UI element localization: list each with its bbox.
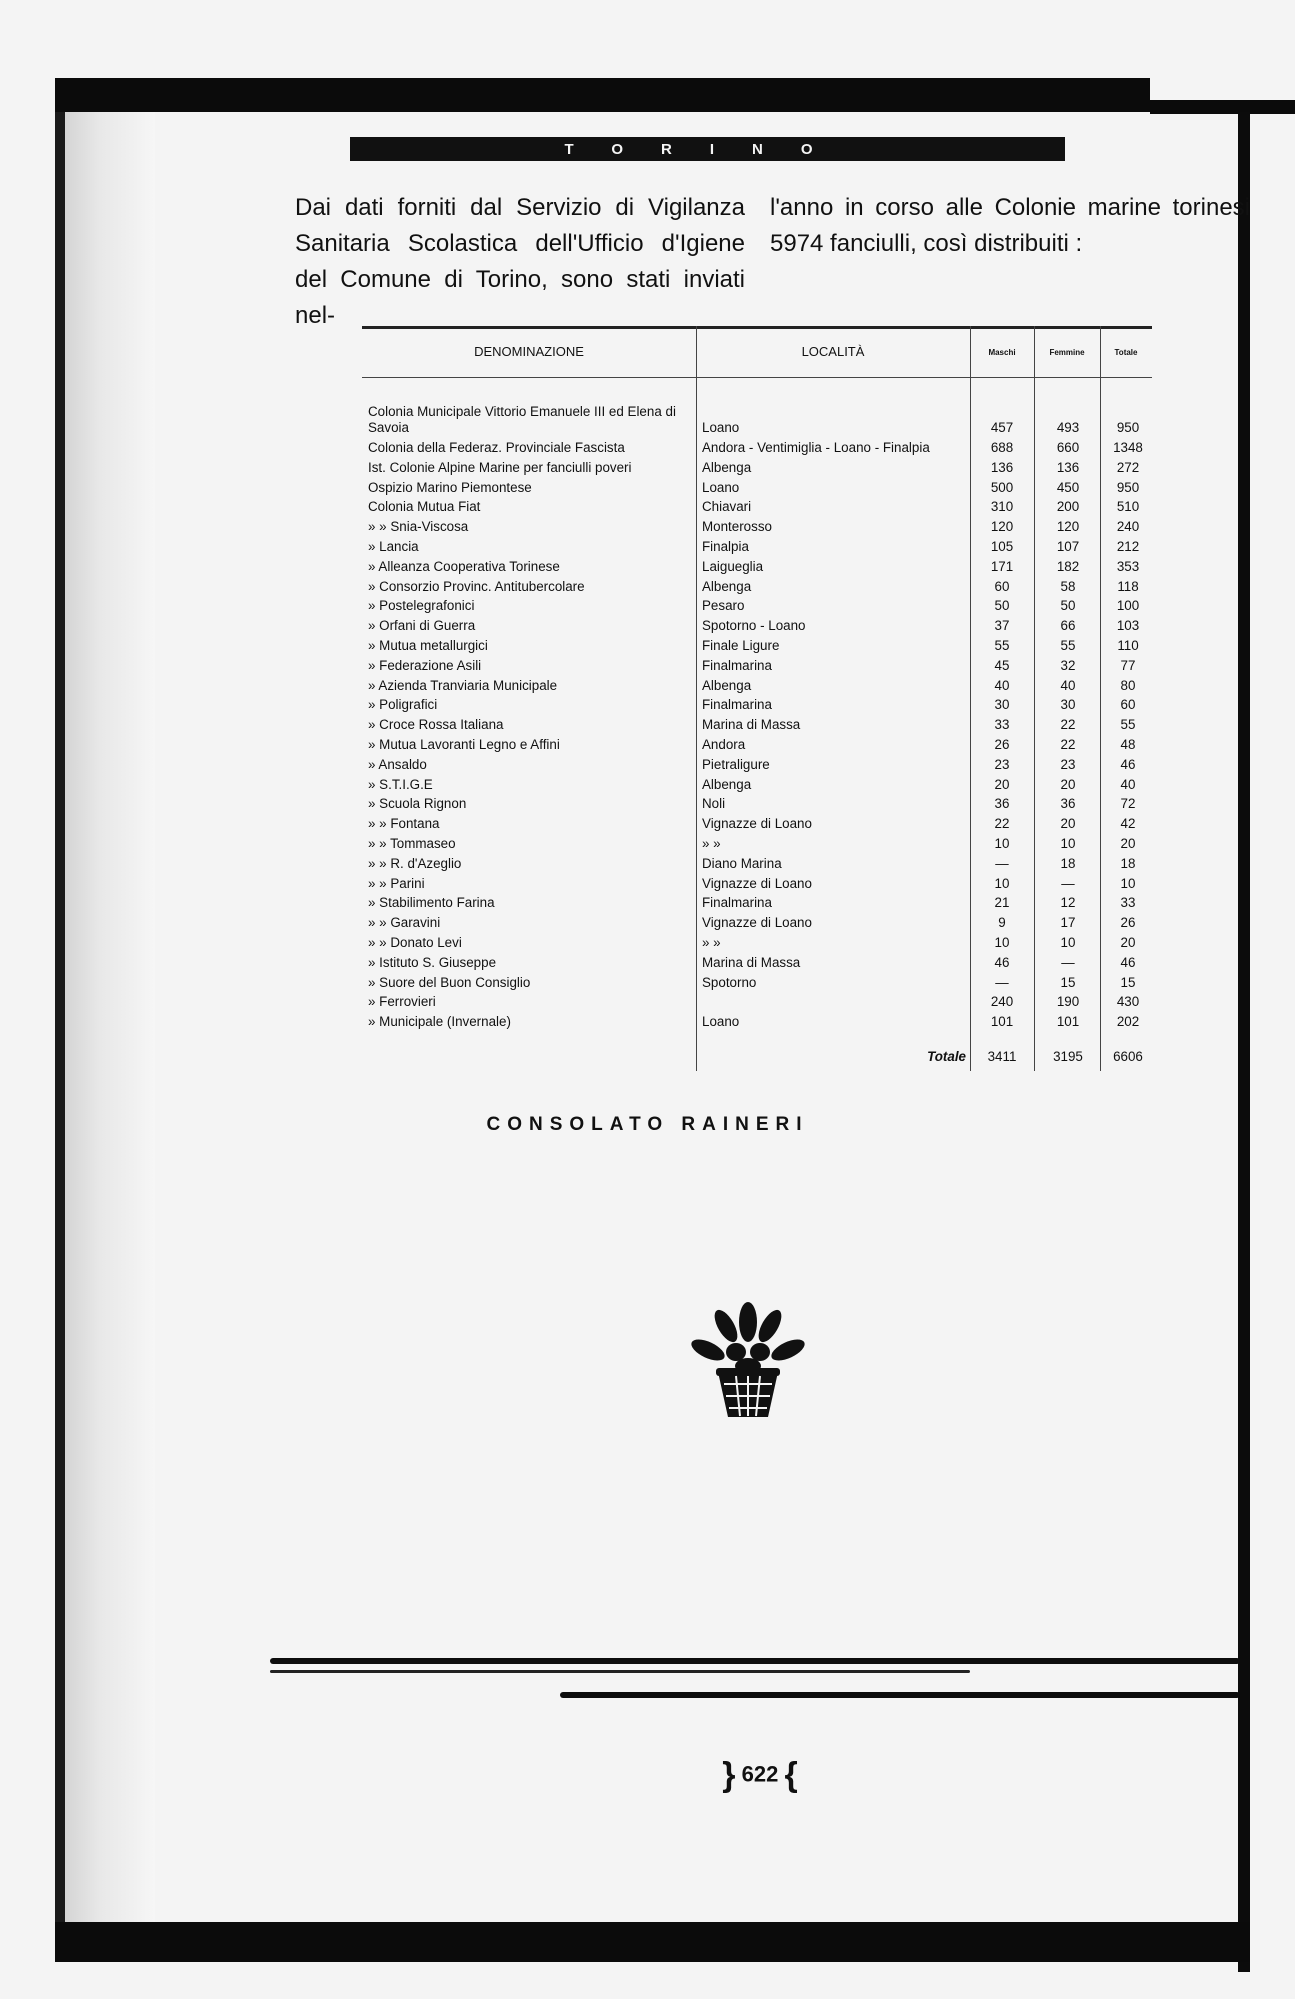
cell-location: Diano Marina (702, 855, 782, 871)
cell-male: 9 (998, 915, 1006, 931)
cell-total: 40 (1120, 776, 1136, 792)
cell-female: 120 (1056, 519, 1080, 535)
table-row (362, 1012, 1152, 1032)
cell-name: » Postelegrafonici (368, 598, 475, 614)
cell-name: » » R. d'Azeglio (368, 855, 462, 871)
cell-male: 171 (990, 558, 1014, 574)
table-row (362, 893, 1152, 913)
cell-female: 107 (1056, 538, 1080, 554)
cell-total: 202 (1116, 1014, 1140, 1030)
cell-location: Loano (702, 420, 740, 435)
table-row (362, 577, 1152, 597)
cell-name: » Consorzio Provinc. Antitubercolare (368, 578, 585, 594)
cell-location: Albenga (702, 776, 752, 792)
cell-location: Finalmarina (702, 697, 772, 713)
cell-name: » » Fontana (368, 816, 440, 832)
top-border-extension (1150, 100, 1295, 114)
cell-female: 20 (1060, 816, 1076, 832)
cell-location: Chiavari (702, 499, 752, 515)
cell-male: 240 (990, 994, 1014, 1010)
cell-total: 353 (1116, 558, 1140, 574)
cell-male: 101 (990, 1014, 1014, 1030)
cell-name: Colonia della Federaz. Provinciale Fascista (368, 440, 625, 455)
cell-female: 136 (1056, 459, 1080, 475)
cell-location: Vignazze di Loano (702, 816, 812, 832)
cell-female: 32 (1060, 657, 1076, 673)
cell-name: » Alleanza Cooperativa Torinese (368, 558, 560, 574)
cell-location: Finale Ligure (702, 637, 780, 653)
cell-total: 118 (1117, 578, 1139, 594)
cell-location: » » (702, 934, 721, 950)
cell-female: 12 (1060, 895, 1076, 911)
cell-male: 136 (990, 459, 1014, 475)
cell-male: 10 (994, 835, 1010, 851)
flower-basket-icon (688, 1292, 808, 1427)
table-row (362, 735, 1152, 755)
cell-location: » » (702, 835, 721, 851)
cell-total: 950 (1116, 479, 1140, 495)
cell-name: » » Garavini (368, 915, 441, 931)
cell-total: 110 (1117, 637, 1139, 653)
cell-male: 36 (994, 796, 1010, 812)
bottom-rule-thick-2 (560, 1692, 1240, 1698)
cell-name: » Ferrovieri (368, 994, 436, 1010)
cell-total: 103 (1116, 618, 1140, 634)
header-total: Totale (1114, 348, 1138, 357)
table-row (362, 438, 1152, 458)
cell-name: » Croce Rossa Italiana (368, 717, 504, 733)
cell-female: — (1061, 954, 1075, 970)
cell-name: » Istituto S. Giuseppe (368, 954, 497, 970)
cell-total: 18 (1120, 855, 1136, 871)
totals-male: 3411 (987, 1049, 1017, 1064)
table-body (362, 402, 1152, 1032)
cell-female: 36 (1060, 796, 1076, 812)
table-row (362, 557, 1152, 577)
cell-location: Spotorno (702, 974, 757, 990)
table-row (362, 497, 1152, 517)
cell-male: 55 (994, 637, 1010, 653)
table-row (362, 656, 1152, 676)
cell-male: 37 (994, 618, 1010, 634)
cell-female: 10 (1060, 835, 1076, 851)
cell-total: 15 (1120, 974, 1136, 990)
cell-location: Marina di Massa (702, 717, 801, 733)
cell-female: 450 (1056, 479, 1080, 495)
cell-total: 10 (1120, 875, 1136, 891)
intro-paragraph-left: Dai dati forniti dal Servizio di Vigilanza Sanitaria Scolastica dell'Ufficio d'Igiene del Comune di Torino, sono stati inviati nel- (295, 194, 745, 329)
table-row (362, 755, 1152, 775)
table-row (362, 874, 1152, 894)
cell-name: Ospizio Marino Piemontese (368, 479, 532, 495)
table-row (362, 794, 1152, 814)
cell-name: » Mutua Lavoranti Legno e Affini (368, 736, 560, 752)
cell-female: 22 (1060, 736, 1076, 752)
left-border (55, 112, 65, 1922)
cell-location: Andora - Ventimiglia - Loano - Finalpia (702, 440, 930, 455)
cell-male: 33 (994, 717, 1010, 733)
table-row (362, 695, 1152, 715)
cell-location: Pesaro (702, 598, 745, 614)
bottom-rule-thin (270, 1670, 970, 1673)
cell-male: — (995, 855, 1009, 871)
cell-total: 72 (1120, 796, 1136, 812)
cell-female: 20 (1060, 776, 1076, 792)
bottom-border (55, 1922, 1250, 1962)
totals-female: 3195 (1053, 1049, 1083, 1064)
cell-total: 950 (1116, 420, 1140, 435)
table-row (362, 834, 1152, 854)
page-number-text: 622 (741, 1761, 779, 1787)
cell-total: 48 (1120, 736, 1136, 752)
cell-female: 40 (1060, 677, 1076, 693)
cell-total: 80 (1120, 677, 1136, 693)
cell-female: 58 (1060, 578, 1076, 594)
page-shadow (55, 112, 155, 1922)
cell-total: 240 (1116, 519, 1140, 535)
header-male: Maschi (988, 348, 1016, 357)
table-row (362, 517, 1152, 537)
table-row (362, 402, 1152, 438)
table-row (362, 458, 1152, 478)
colonies-table (362, 326, 1152, 1071)
cell-name: » Mutua metallurgici (368, 637, 488, 653)
cell-total: 100 (1116, 598, 1140, 614)
cell-location: Pietraligure (702, 756, 770, 772)
cell-total: 55 (1120, 717, 1136, 733)
cell-total: 46 (1120, 756, 1136, 772)
table-row (362, 973, 1152, 993)
table-row (362, 596, 1152, 616)
cell-name: » Azienda Tranviaria Municipale (368, 677, 558, 693)
table-row (362, 537, 1152, 557)
cell-total: 60 (1120, 697, 1136, 713)
cell-total: 1348 (1113, 440, 1143, 455)
totals-label: Totale (927, 1049, 966, 1064)
cell-male: 50 (994, 598, 1010, 614)
page-number (700, 1756, 820, 1795)
cell-total: 20 (1120, 934, 1136, 950)
cell-female: 200 (1056, 499, 1080, 515)
cell-female: 15 (1060, 974, 1076, 990)
cell-name: » Poligrafici (368, 697, 438, 713)
cell-location: Finalmarina (702, 657, 772, 673)
cell-name: » » Parini (368, 875, 425, 891)
cell-female: 660 (1056, 440, 1080, 455)
intro-paragraph-right: l'anno in corso alle Colonie marine torinesi 5974 fanciulli, così distribuiti : (770, 194, 1250, 257)
table-row (362, 913, 1152, 933)
cell-total: 46 (1120, 954, 1136, 970)
bottom-rule-thick (270, 1658, 1240, 1664)
table-row (362, 676, 1152, 696)
cell-male: — (995, 974, 1009, 990)
cell-female: 182 (1056, 558, 1080, 574)
cell-name: » Orfani di Guerra (368, 618, 476, 634)
cell-total: 272 (1116, 459, 1140, 475)
cell-total: 430 (1116, 994, 1140, 1010)
running-title: TORINO (350, 137, 1065, 161)
top-border (55, 78, 1150, 112)
cell-female: 50 (1060, 598, 1076, 614)
cell-name: » » Snia-Viscosa (368, 519, 469, 535)
cell-location: Marina di Massa (702, 954, 801, 970)
cell-male: 40 (994, 677, 1010, 693)
cell-female: 22 (1060, 717, 1076, 733)
cell-location: Albenga (702, 459, 752, 475)
cell-male: 688 (990, 440, 1014, 455)
cell-name: Colonia Mutua Fiat (368, 499, 481, 515)
cell-location: Monterosso (702, 519, 772, 535)
cell-location: Vignazze di Loano (702, 875, 812, 891)
totals-total: 6606 (1113, 1049, 1143, 1064)
cell-location: Finalmarina (702, 895, 772, 911)
header-name: DENOMINAZIONE (474, 344, 584, 359)
table-row (362, 715, 1152, 735)
cell-female: 18 (1060, 855, 1076, 871)
cell-male: 46 (994, 954, 1010, 970)
cell-name: » Ansaldo (368, 756, 427, 772)
cell-name: » Stabilimento Farina (368, 895, 495, 911)
cell-female: 190 (1056, 994, 1080, 1010)
cell-male: 30 (994, 697, 1010, 713)
table-row (362, 854, 1152, 874)
cell-total: 20 (1120, 835, 1136, 851)
cell-male: 45 (994, 657, 1010, 673)
cell-location: Laigueglia (702, 558, 764, 574)
cell-female: 101 (1056, 1014, 1080, 1030)
cell-location: Noli (702, 796, 726, 812)
table-row (362, 814, 1152, 834)
cell-location: Loano (702, 1014, 740, 1030)
cell-total: 77 (1120, 657, 1136, 673)
cell-location: Spotorno - Loano (702, 618, 806, 634)
table-row (362, 636, 1152, 656)
table-row (362, 933, 1152, 953)
cell-female: 66 (1060, 618, 1076, 634)
cell-male: 500 (990, 479, 1014, 495)
cell-female: — (1061, 875, 1075, 891)
cell-name: Colonia Municipale Vittorio Emanuele III ed Elena di Savoia (368, 404, 676, 435)
cell-name: » Suore del Buon Consiglio (368, 974, 531, 990)
cell-name: » Lancia (368, 538, 419, 554)
cell-name: » Municipale (Invernale) (368, 1014, 511, 1030)
cell-male: 457 (990, 420, 1014, 435)
right-brace-icon: { (784, 1756, 798, 1794)
cell-female: 23 (1060, 756, 1076, 772)
table-row (362, 616, 1152, 636)
cell-location: Finalpia (702, 538, 749, 554)
left-brace-icon: } (722, 1756, 736, 1794)
cell-total: 26 (1120, 915, 1136, 931)
cell-location: Albenga (702, 578, 752, 594)
cell-name: Ist. Colonie Alpine Marine per fanciulli poveri (368, 459, 632, 475)
cell-male: 10 (994, 934, 1010, 950)
cell-male: 105 (990, 538, 1014, 554)
cell-total: 510 (1116, 499, 1140, 515)
cell-total: 212 (1116, 538, 1140, 554)
table-row (362, 775, 1152, 795)
cell-location: Albenga (702, 677, 752, 693)
totals-row (362, 1046, 1152, 1068)
cell-male: 60 (994, 578, 1010, 594)
header-location: LOCALITÀ (801, 344, 865, 359)
header-female: Femmine (1049, 348, 1085, 357)
cell-female: 10 (1060, 934, 1076, 950)
table-row (362, 478, 1152, 498)
cell-name: » S.T.I.G.E (368, 776, 433, 792)
author-signature: CONSOLATO RAINERI (486, 1114, 809, 1135)
cell-male: 20 (994, 776, 1010, 792)
cell-female: 493 (1056, 420, 1080, 435)
cell-name: » » Tommaseo (368, 835, 456, 851)
cell-male: 21 (994, 895, 1010, 911)
table-row (362, 953, 1152, 973)
cell-male: 10 (994, 875, 1010, 891)
cell-location: Andora (702, 736, 746, 752)
cell-name: » Scuola Rignon (368, 796, 467, 812)
cell-location: Loano (702, 479, 740, 495)
cell-male: 120 (990, 519, 1014, 535)
cell-total: 42 (1120, 816, 1136, 832)
cell-male: 310 (990, 499, 1014, 515)
cell-male: 23 (994, 756, 1010, 772)
cell-male: 22 (994, 816, 1010, 832)
cell-location: Vignazze di Loano (702, 915, 812, 931)
cell-total: 33 (1120, 895, 1136, 911)
cell-female: 30 (1060, 697, 1076, 713)
cell-male: 26 (994, 736, 1010, 752)
cell-female: 55 (1060, 637, 1076, 653)
table-row (362, 992, 1152, 1012)
cell-name: » » Donato Levi (368, 934, 462, 950)
cell-name: » Federazione Asili (368, 657, 482, 673)
cell-female: 17 (1060, 915, 1076, 931)
